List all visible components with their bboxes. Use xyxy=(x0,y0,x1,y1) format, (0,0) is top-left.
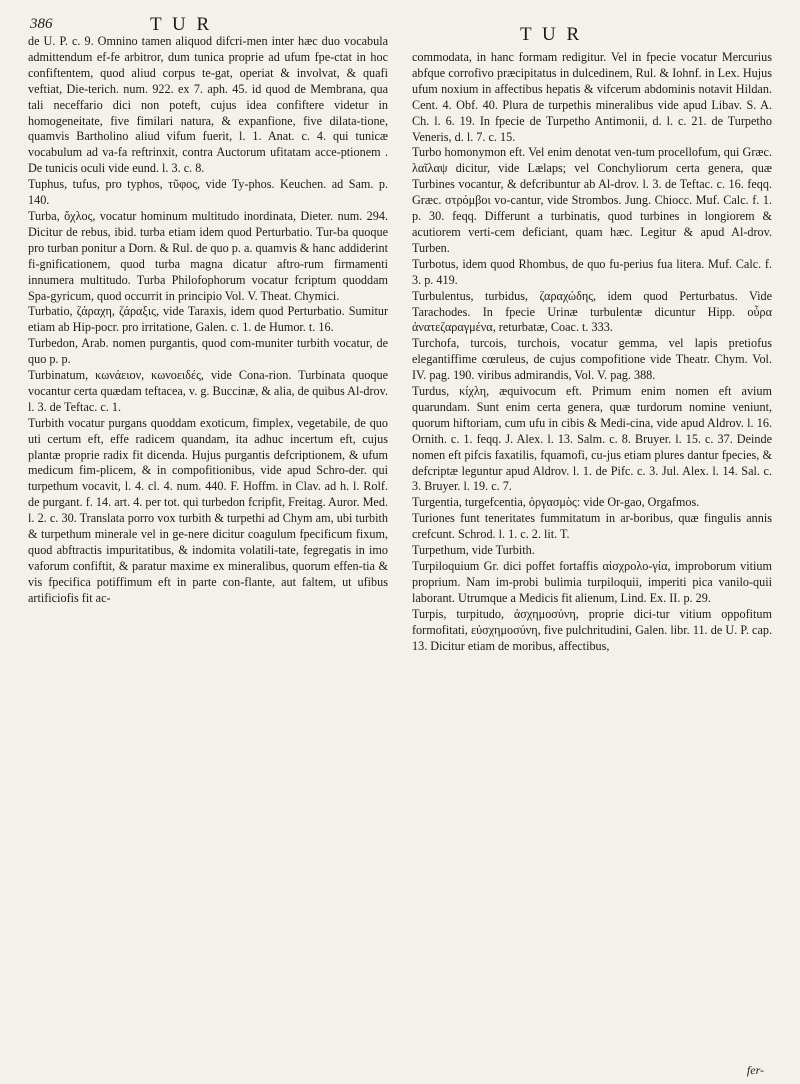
entry-paragraph: de U. P. c. 9. Omnino tamen aliquod difcri-men inter hæc duo vocabula admittendum ef-fe arbitror, dum tunica proprie ad ufum fpe-ctat in hoc confiftentem, quod aliud corpus te-gat, operiat & involvat, & quafi veftiat, Die-terich. num. 922. ex 7. aph. 45. id quod de Membrana, qua tali neceffario dici non poteft, cujus idea confiftere videtur in homogeneitate, five fimilari natura, & expanfione, five dilata-tione, quamvis Bartholino aliud vifum fuerit, l. 1. Anat. c. 4. qui tunicæ vocabulum ad va-fa reftrinxit, contra Auctorum ufitatam acce-ptionem . De tunicis oculi vide eund. l. 3. c. 8. xyxy=(28,34,388,176)
entry-turba: Turba, ὄχλος, vocatur hominum multitudo inordinata, Dieter. num. 294. Dicitur de rebus, ibid. turba etiam idem quod Perturbatio. Tur-ba quoque pro turban ponitur a Dorn. & Rul. de quo p. a. quamvis & hanc addiderint fi-gnificationem, quod turba magna dicatur aftro-rum firmamenti innumera multitudo. Turba Philofophorum vocatur fcriptum quoddam Spa-gyricum, quod occurrit in principio Vol. V. Theat. Chymici. xyxy=(28,208,388,303)
entry-turbo: Turbo homonymon eft. Vel enim denotat ven-tum procellofum, qui Græc. λαῖλαψ dicitur, vide Lælaps; vel Conchyliorum certa genera, quæ Turbines vocantur, & defcribuntur ab Al-drov. l. 3. de Teftac. c. 16. feqq. Græc. στρόμβοι vo-cantur, vide Strombos. Jung. Chiocc. Muf. Calc. f. 1. p. 30. feqq. Differunt a turbinatis, quod turbines in longiorem & acutiorem verti-cem deficiant, quam hæc. Legitur & apud Al-drov. Turben. xyxy=(412,145,772,255)
entry-turchofa: Turchofa, turcois, turchois, vocatur gemma, vel lapis pretiofus elegantiffime cœruleus, de cujus compofitione vide Theatr. Chym. Vol. IV. pag. 190. viribus admirandis, Vol. V. pag. 388. xyxy=(412,336,772,383)
entry-turbinatum: Turbinatum, κωνάειον, κωνοειδές, vide Cona-rion. Turbinata quoque vocantur certa quædam teftacea, v. g. Buccinæ, & alia, de quibus Al-drov. l. 3. de Teftac. c. 1. xyxy=(28,368,388,414)
entry-turdus: Turdus, κίχλη, æquivocum eft. Primum enim nomen eft avium quarundam. Sunt enim certa genera, quæ turdorum nomine veniunt, quorum hiftoriam, cum ufu in cibis & Medi-cina, vide apud Aldrov. l. 16. Ornith. c. 1. feqq. J. Alex. l. 13. Salm. c. 8. Bruyer. l. 15. c. 37. Deinde nomen eft pifcis faxatilis, fquamofi, cu-jus etiam plures dantur fpecies, & defcriptæ leguntur apud Aldrov. l. 1. de Pifc. c. 3. Jul. Alex. l. 14. Sal. c. 3. Bruyer. l. 19. c. 7. xyxy=(412,384,772,494)
entry-turpis: Turpis, turpitudo, ἀσχημοσύνη, proprie dici-tur vitium oppofitum formofitati, εὐσχημοσύνη, five pulchritudini, Galen. libr. 11. de U. P. cap. 13. Dicitur etiam de moribus, affectibus, xyxy=(412,606,772,653)
entry-paragraph: commodata, in hanc formam redigitur. Vel in fpecie vocatur Mercurius abfque corrofivo præcipitatus in dulcedinem, Rul. & Iohnf. in Lex. Hujus ufum noxium in affectibus hepatis & vifcerum abdominis notavit Hildan. Cent. 4. Obf. 40. Plura de turpethis mineralibus vide apud Libav. S. A. Ch. l. 6. 19. In fpecie de Turpetho Antimonii, d. l. c. 21. de Turpetho Veneris, d. l. 7. c. 15. xyxy=(412,50,772,144)
entry-turgentia: Turgentia, turgefcentia, ὀργασμὸς: vide Or-gao, Orgafmos. xyxy=(412,495,700,510)
entry-turiones: Turiones funt teneritates fummitatum in ar-boribus, quæ fingulis annis crefcunt. Schrod. l. 1. c. 2. lit. T. xyxy=(412,511,772,542)
entry-turbith: Turbith vocatur purgans quoddam exoticum, fimplex, vegetabile, de quo uti certum eft, effe radicem quandam, ita adhuc incertum eft, cujus plantæ proprie radix fit dicenda. Hujus purgantis defcriptionem, & ufum medicum fim-plicem, & in compofitionibus, vide apud Schro-der. qui turpethum vocavit, l. 4. cl. 4. num. 440. F. Hoffm. in Clav. ad h. l. Rolf. de purgant. f. 14. art. 4. per tot. qui turbedon fcripfit, Freitag. Auror. Med. l. 2. c. 30. Translata porro vox turbith & turpethi ad Chym am, ubi turbith & turpethum minerale vel in ge-nere dicitur coagulum fpecificum fixum, quod abftractis impuritatibus, & indomita volatili-tate, fegregatis in imo vaforum confiftit, & paratur maxime ex mineralibus, quorum effen-tia & vis fpecifica potiffimum eft in parte con-flante, aut faltem, ut ufibus artificiofis fit ac- xyxy=(28,415,388,605)
entry-turbedon: Turbedon, Arab. nomen purgantis, quod com-muniter turbith vocatur, de quo p. p. xyxy=(28,336,388,367)
entry-turpiloquium: Turpiloquium Gr. dici poffet fortaffis αἰσχρολο-γία, improborum vitium proprium. Nam im-probi bulimia turpiloquii, imperiti pica vanilo-quii laborant. Utrumque a Medicis fit alienum, Lind. Ex. II. p. 29. xyxy=(412,559,772,605)
running-head-left: T U R xyxy=(150,14,213,35)
entry-tuphus: Tuphus, tufus, pro typhos, τῦφος, vide Ty-phos. Keuchen. ad Sam. p. 140. xyxy=(28,177,388,208)
entry-turbotus: Turbotus, idem quod Rhombus, de quo fu-perius fua litera. Muf. Calc. f. 3. p. 419. xyxy=(412,256,772,287)
running-head-right: T U R xyxy=(520,24,583,45)
catchword: fer- xyxy=(746,1063,764,1077)
page-number: 386 xyxy=(30,16,53,32)
entry-turpethum: Turpethum, vide Turbith. xyxy=(412,543,535,558)
entry-turbulentus: Turbulentus, turbidus, ζαραχώδης, idem quod Perturbatus. Vide Tarachodes. In fpecie Urinæ turbulentæ dicuntur Hipp. οὖρα ἀνατεζαραγμένα, returbatæ, Coac. t. 333. xyxy=(412,288,772,335)
entry-turbatio: Turbatio, ζάραχη, ζάραξις, vide Taraxis, idem quod Perturbatio. Sumitur etiam ab Hip-pocr. pro irritatione, Galen. c. 1. de Humor. t. 16. xyxy=(28,304,388,335)
right-column xyxy=(412,50,772,1074)
left-column xyxy=(28,34,388,1074)
